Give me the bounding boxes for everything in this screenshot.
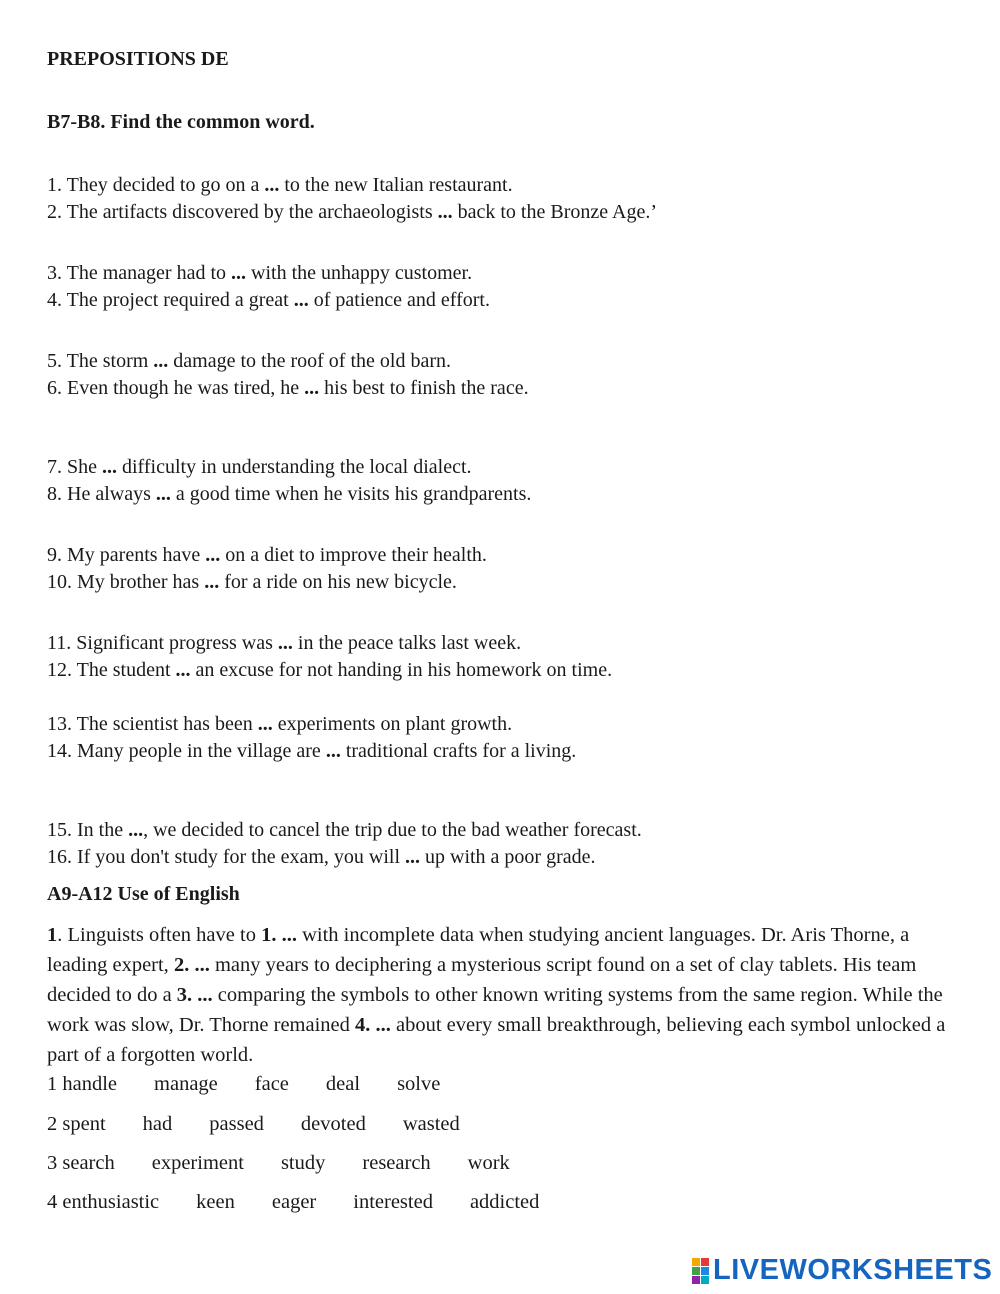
option-word[interactable]: passed: [209, 1113, 264, 1135]
sentence: [47, 542, 487, 569]
blank[interactable]: ...: [175, 659, 191, 681]
option-word[interactable]: addicted: [469, 1191, 540, 1213]
gap-2[interactable]: 2. ...: [173, 954, 210, 976]
sentence: [47, 711, 512, 738]
option-word[interactable]: 3 search: [47, 1152, 115, 1174]
blank[interactable]: ...: [204, 571, 220, 593]
sentence: [47, 375, 529, 402]
logo-square: [692, 1267, 700, 1275]
logo-text: LIVEWORKSHEETS: [713, 1254, 993, 1286]
logo-square: [692, 1258, 700, 1266]
blank[interactable]: ...: [437, 201, 453, 223]
option-word[interactable]: eager: [271, 1191, 317, 1213]
sentence-text: with the unhappy customer.: [246, 262, 473, 284]
sentence-text: in the peace talks last week.: [292, 632, 522, 654]
sentence-text: experiments on plant growth.: [272, 713, 513, 735]
blank[interactable]: ...: [128, 819, 144, 841]
blank[interactable]: ...: [293, 289, 309, 311]
sentence-text: an excuse for not handing in his homework on time.: [190, 659, 613, 681]
sentence-text: 9. My parents have: [47, 544, 206, 566]
sentence: [47, 481, 531, 508]
liveworksheets-logo: [692, 1254, 992, 1287]
option-word[interactable]: research: [362, 1152, 431, 1174]
blank[interactable]: ...: [153, 350, 169, 372]
sentence-text: a good time when he visits his grandparents.: [170, 483, 532, 505]
sentence: [47, 630, 521, 657]
option-word[interactable]: 1 handle: [47, 1073, 118, 1095]
sentence-text: 11. Significant progress was: [47, 632, 278, 654]
logo-square: [701, 1267, 709, 1275]
sentence-text: 13. The scientist has been: [47, 713, 258, 735]
sentence: [47, 287, 490, 314]
sentence: [47, 569, 457, 596]
option-row: [47, 1191, 576, 1214]
option-row: [47, 1152, 547, 1175]
sentence-text: 4. The project required a great: [47, 289, 294, 311]
blank[interactable]: ...: [405, 846, 420, 868]
option-word[interactable]: solve: [397, 1073, 441, 1095]
blank[interactable]: ...: [205, 544, 221, 566]
option-word[interactable]: keen: [196, 1191, 235, 1213]
option-word[interactable]: study: [280, 1152, 326, 1174]
sentence: [47, 657, 612, 684]
passage: 1. Linguists often have to 1. ... with incomplete data when studying ancient languages. Dr. Aris Thorne, a leading expert, 2. ... many years to deciphering a mysterious script found on a set of clay tablets. His team decided to do a 3. ... comparing the symbols to other known writing systems from the same region. While the work was slow, Dr. Thorne remained 4. ... about every small breakthrough, believing each symbol unlocked a part of a forgotten world.: [47, 924, 946, 1066]
sentence-text: for a ride on his new bicycle.: [219, 571, 457, 593]
sentence-text: , we decided to cancel the trip due to the bad weather forecast.: [143, 819, 642, 841]
section-heading-a9-a12: A9-A12 Use of English: [47, 883, 240, 905]
option-word[interactable]: manage: [154, 1073, 218, 1095]
logo-square: [692, 1276, 700, 1284]
sentence-text: up with a poor grade.: [420, 846, 596, 868]
option-word[interactable]: deal: [325, 1073, 361, 1095]
option-word[interactable]: interested: [353, 1191, 433, 1213]
option-word[interactable]: experiment: [151, 1152, 244, 1174]
sentence-text: back to the Bronze Age.’: [452, 201, 657, 223]
sentence: [47, 738, 576, 765]
section-heading-b7-b8: B7-B8. Find the common word.: [47, 111, 315, 133]
sentence: [47, 348, 451, 375]
sentence-text: 1. They decided to go on a: [47, 174, 265, 196]
blank[interactable]: ...: [304, 377, 320, 399]
option-word[interactable]: face: [254, 1073, 289, 1095]
sentence: [47, 844, 596, 871]
gap-1[interactable]: 1. ...: [261, 924, 297, 946]
option-row: [47, 1073, 477, 1096]
sentence-text: to the new Italian restaurant.: [279, 174, 513, 196]
sentence-text: 15. In the: [47, 819, 129, 841]
sentence: [47, 454, 472, 481]
passage-number: 1: [47, 924, 58, 946]
sentence-text: 12. The student: [47, 659, 176, 681]
sentence-text: traditional crafts for a living.: [340, 740, 577, 762]
sentence-text: 16. If you don't study for the exam, you will: [47, 846, 405, 868]
logo-square: [701, 1276, 709, 1284]
blank[interactable]: ...: [264, 174, 280, 196]
sentence-text: difficulty in understanding the local dialect.: [117, 456, 472, 478]
sentence-text: his best to finish the race.: [319, 377, 529, 399]
sentence-text: 2. The artifacts discovered by the archaeologists: [47, 201, 438, 223]
sentence-text: of patience and effort.: [308, 289, 490, 311]
sentence-text: 14. Many people in the village are: [47, 740, 326, 762]
blank[interactable]: ...: [231, 262, 247, 284]
sentence-text: on a diet to improve their health.: [220, 544, 487, 566]
gap-3[interactable]: 3. ...: [176, 984, 213, 1006]
option-word[interactable]: 2 spent: [47, 1113, 106, 1135]
logo-icon: [692, 1258, 709, 1284]
option-word[interactable]: devoted: [300, 1113, 366, 1135]
option-word[interactable]: wasted: [402, 1113, 460, 1135]
page-title: PREPOSITIONS DE: [47, 48, 229, 70]
sentence: [47, 199, 657, 226]
sentence-text: 6. Even though he was tired, he: [47, 377, 305, 399]
sentence-text: 8. He always: [47, 483, 156, 505]
blank[interactable]: ...: [102, 456, 117, 478]
sentence: [47, 817, 642, 844]
option-word[interactable]: work: [467, 1152, 510, 1174]
sentence-text: 3. The manager had to: [47, 262, 232, 284]
sentence-text: 7. She: [47, 456, 102, 478]
blank[interactable]: ...: [277, 632, 293, 654]
blank[interactable]: ...: [325, 740, 341, 762]
sentence-text: 5. The storm: [47, 350, 154, 372]
gap-4[interactable]: 4. ...: [355, 1014, 391, 1036]
blank[interactable]: ...: [257, 713, 273, 735]
option-word[interactable]: 4 enthusiastic: [47, 1191, 160, 1213]
option-word[interactable]: had: [142, 1113, 173, 1135]
blank[interactable]: ...: [155, 483, 171, 505]
sentence-text: 10. My brother has: [47, 571, 205, 593]
option-row: [47, 1113, 497, 1136]
sentence: [47, 260, 472, 287]
sentence: [47, 172, 513, 199]
sentence-text: damage to the roof of the old barn.: [168, 350, 451, 372]
logo-square: [701, 1258, 709, 1266]
